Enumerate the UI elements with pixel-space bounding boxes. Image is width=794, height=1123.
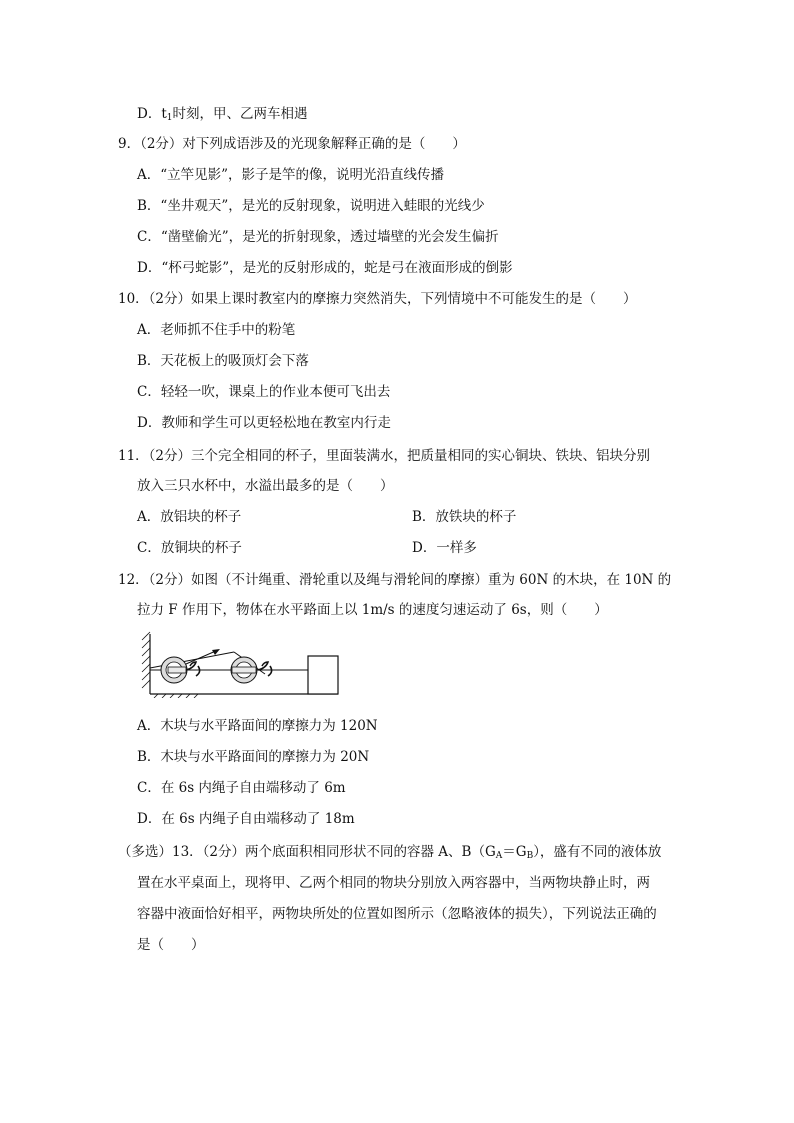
q12-option-d: D．在 6s 内绳子自由端移动了 18m: [137, 811, 355, 827]
q12-stem-line2: 拉力 F 作用下，物体在水平路面上以 1m/s 的速度匀速运动了 6s，则（ ）: [137, 602, 608, 618]
pulley-diagram: [140, 630, 340, 698]
q12-option-c: C．在 6s 内绳子自由端移动了 6m: [137, 780, 346, 796]
q13-stem-line3: 容器中液面恰好相平，两物块所处的位置如图所示（忽略液体的损失），下列说法正确的: [137, 906, 657, 922]
q12-option-a: A．木块与水平路面间的摩擦力为 120N: [137, 718, 378, 734]
wall: [142, 632, 150, 694]
q10-option-a: A．老师抓不住手中的粉笔: [137, 322, 296, 338]
q9-option-d: D．“杯弓蛇影”，是光的反射形成的，蛇是弓在液面形成的倒影: [137, 260, 513, 276]
q8-option-d-text: D．t: [137, 106, 167, 122]
q11-option-c: C．放铜块的杯子: [137, 540, 242, 556]
q9-option-b: B．“坐井观天”，是光的反射现象，说明进入蛙眼的光线少: [137, 198, 485, 214]
q13-stem-line2: 置在水平桌面上，现将甲、乙两个相同的物块分别放入两容器中，当两物块静止时，两: [137, 875, 650, 891]
q11-option-b: B．放铁块的杯子: [412, 509, 517, 525]
q13-equals: ＝G: [502, 844, 527, 860]
wood-block: [308, 656, 338, 694]
pull-arrow: [186, 649, 220, 664]
q13-stem-text-rest: ），盛有不同的液体放: [533, 844, 662, 860]
q10-option-c: C．轻轻一吹，课桌上的作业本便可飞出去: [137, 384, 391, 400]
q8-option-d: [137, 104, 307, 124]
q12-stem-line1: 12．（2分）如图（不计绳重、滑轮重以及绳与滑轮间的摩擦）重为 60N 的木块，在 10N 的: [118, 572, 672, 588]
q13-stem-line1: [118, 842, 661, 862]
q13-subscript-a: A: [495, 851, 503, 861]
q11-option-d: D．一样多: [412, 540, 477, 556]
q13-subscript-b: B: [526, 851, 534, 861]
q10-stem: 10．（2分）如果上课时教室内的摩擦力突然消失，下列情境中不可能发生的是（ ）: [118, 291, 637, 307]
q10-option-d: D．教师和学生可以更轻松地在教室内行走: [137, 415, 391, 431]
q9-option-a: A．“立竿见影”，影子是竿的像，说明光沿直线传播: [137, 167, 445, 183]
q13-stem-line4: 是（ ）: [137, 937, 205, 953]
q8-option-d-subscript: 1: [166, 113, 173, 123]
q11-option-a: A．放铝块的杯子: [137, 509, 242, 525]
q10-option-b: B．天花板上的吸顶灯会下落: [137, 353, 309, 369]
q11-stem-line1: 11．（2分）三个完全相同的杯子，里面装满水，把质量相同的实心铜块、铁块、铝块分别: [118, 448, 651, 464]
q8-option-d-text-rest: 时刻，甲、乙两车相遇: [172, 106, 308, 122]
q12-option-b: B．木块与水平路面间的摩擦力为 20N: [137, 749, 370, 765]
q9-option-c: C．“凿壁偷光”，是光的折射现象，透过墙壁的光会发生偏折: [137, 229, 499, 245]
q11-stem-line2: 放入三只水杯中，水溢出最多的是（ ）: [137, 478, 394, 494]
q9-stem: 9．（2分）对下列成语涉及的光现象解释正确的是（ ）: [118, 136, 466, 152]
q13-stem-text: （多选）13．（2分）两个底面积相同形状不同的容器 A、B（G: [118, 844, 496, 860]
